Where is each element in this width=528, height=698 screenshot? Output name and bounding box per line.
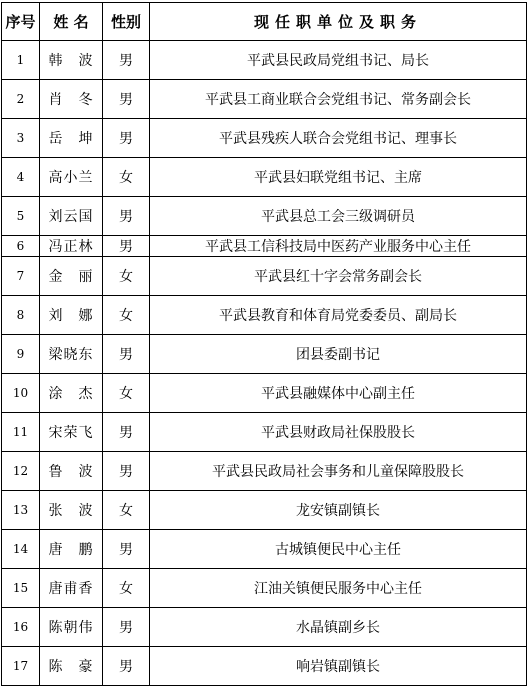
table-row [2, 452, 527, 491]
position-title: 平武县民政局党组书记、局长 [150, 41, 527, 80]
person-name: 高小兰 [40, 158, 103, 197]
row-number: 3 [2, 119, 40, 158]
gender: 男 [103, 119, 150, 158]
row-number: 6 [2, 236, 40, 257]
position-title: 平武县残疾人联合会党组书记、理事长 [150, 119, 527, 158]
row-number: 5 [2, 197, 40, 236]
table-row [2, 41, 527, 80]
position-title: 龙安镇副镇长 [150, 491, 527, 530]
table-row [2, 197, 527, 236]
position-title: 江油关镇便民服务中心主任 [150, 569, 527, 608]
row-number: 12 [2, 452, 40, 491]
person-name: 陈 豪 [40, 647, 103, 686]
gender: 女 [103, 491, 150, 530]
header-name: 姓 名 [40, 3, 103, 41]
person-name: 张 波 [40, 491, 103, 530]
table-row [2, 335, 527, 374]
row-number: 13 [2, 491, 40, 530]
row-number: 16 [2, 608, 40, 647]
gender: 男 [103, 413, 150, 452]
gender: 女 [103, 374, 150, 413]
position-title: 平武县红十字会常务副会长 [150, 257, 527, 296]
gender: 女 [103, 296, 150, 335]
table-row [2, 608, 527, 647]
person-name: 宋荣飞 [40, 413, 103, 452]
table-row [2, 569, 527, 608]
gender: 男 [103, 335, 150, 374]
row-number: 11 [2, 413, 40, 452]
table-row [2, 374, 527, 413]
person-name: 涂 杰 [40, 374, 103, 413]
gender: 女 [103, 569, 150, 608]
position-title: 平武县总工会三级调研员 [150, 197, 527, 236]
gender: 男 [103, 530, 150, 569]
position-title: 平武县妇联党组书记、主席 [150, 158, 527, 197]
position-title: 平武县工商业联合会党组书记、常务副会长 [150, 80, 527, 119]
person-name: 肖 冬 [40, 80, 103, 119]
person-name: 刘云国 [40, 197, 103, 236]
gender: 女 [103, 158, 150, 197]
gender: 男 [103, 41, 150, 80]
table-row [2, 257, 527, 296]
position-title: 平武县民政局社会事务和儿童保障股股长 [150, 452, 527, 491]
appointee-table [1, 2, 527, 686]
person-name: 刘 娜 [40, 296, 103, 335]
position-title: 水晶镇副乡长 [150, 608, 527, 647]
row-number: 17 [2, 647, 40, 686]
person-name: 冯正林 [40, 236, 103, 257]
table-row [2, 158, 527, 197]
row-number: 10 [2, 374, 40, 413]
table-row [2, 236, 527, 257]
row-number: 2 [2, 80, 40, 119]
gender: 男 [103, 608, 150, 647]
header-no: 序号 [2, 3, 40, 41]
header-unit: 现任职单位及职务 [150, 3, 527, 41]
gender: 男 [103, 80, 150, 119]
position-title: 古城镇便民中心主任 [150, 530, 527, 569]
row-number: 15 [2, 569, 40, 608]
position-title: 团县委副书记 [150, 335, 527, 374]
table-row [2, 296, 527, 335]
table-header-row [2, 3, 527, 41]
person-name: 唐 鹏 [40, 530, 103, 569]
row-number: 9 [2, 335, 40, 374]
table-row [2, 119, 527, 158]
person-name: 韩 波 [40, 41, 103, 80]
person-name: 唐甫香 [40, 569, 103, 608]
row-number: 14 [2, 530, 40, 569]
table-row [2, 413, 527, 452]
person-name: 陈朝伟 [40, 608, 103, 647]
row-number: 4 [2, 158, 40, 197]
gender: 男 [103, 452, 150, 491]
position-title: 平武县财政局社保股股长 [150, 413, 527, 452]
header-gender: 性别 [103, 3, 150, 41]
gender: 男 [103, 647, 150, 686]
gender: 男 [103, 236, 150, 257]
row-number: 8 [2, 296, 40, 335]
row-number: 1 [2, 41, 40, 80]
table-row [2, 491, 527, 530]
table-row [2, 647, 527, 686]
position-title: 平武县工信科技局中医药产业服务中心主任 [150, 236, 527, 257]
person-name: 岳 坤 [40, 119, 103, 158]
position-title: 平武县融媒体中心副主任 [150, 374, 527, 413]
gender: 男 [103, 197, 150, 236]
person-name: 鲁 波 [40, 452, 103, 491]
position-title: 响岩镇副镇长 [150, 647, 527, 686]
person-name: 金 丽 [40, 257, 103, 296]
table-row [2, 530, 527, 569]
table-row [2, 80, 527, 119]
table-body [2, 41, 527, 686]
position-title: 平武县教育和体育局党委委员、副局长 [150, 296, 527, 335]
gender: 女 [103, 257, 150, 296]
row-number: 7 [2, 257, 40, 296]
person-name: 梁晓东 [40, 335, 103, 374]
